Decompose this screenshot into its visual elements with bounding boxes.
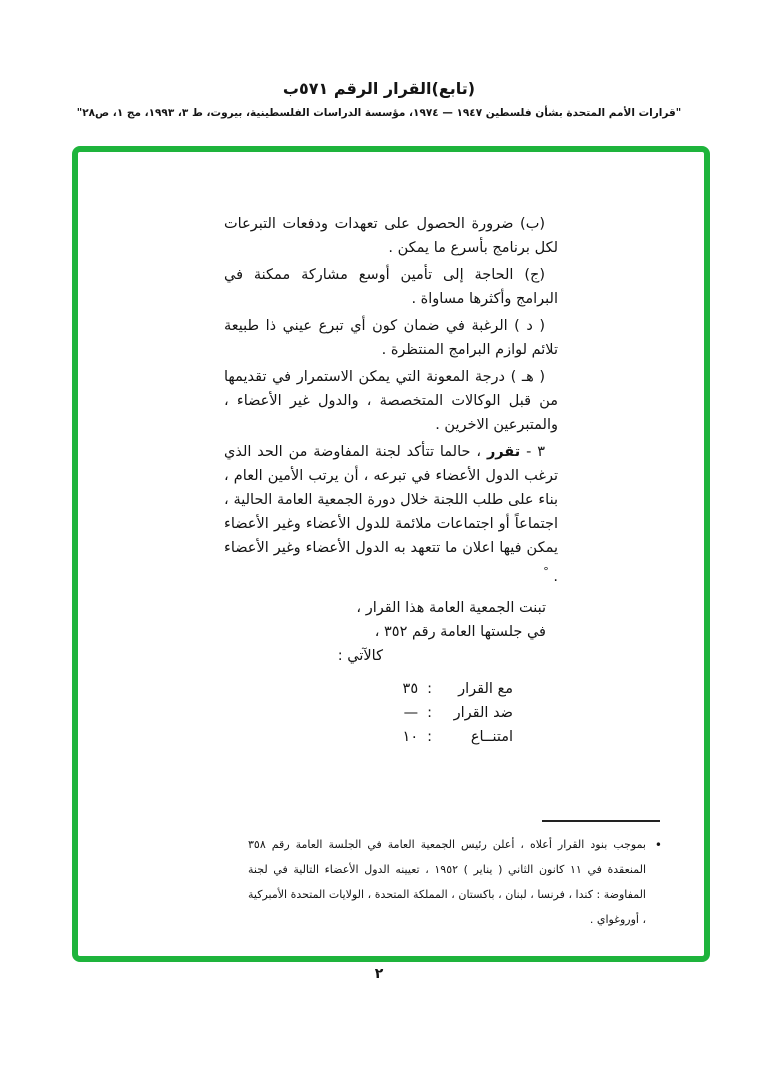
footnote-block — [248, 832, 662, 932]
adoption-line: كالآتي : — [337, 647, 383, 664]
clause-number: ٣ - — [520, 444, 545, 460]
vote-label: امتنــاع — [470, 728, 513, 745]
source-citation-line: "قرارات الأمم المتحدة بشأن فلسطين ١٩٤٧ — ١٩٧٤، مؤسسة الدراسات الفلسطينية، بيروت، ط ٣، ١٩٩٣، مج ١، ص٢٨" — [76, 107, 682, 119]
green-highlight-frame — [72, 146, 710, 962]
vote-value: — — [403, 704, 419, 721]
clause-verb: تقرر — [486, 444, 521, 460]
paragraph-b: (ب) ضرورة الحصول على تعهدات ودفعات التبرعات لكل برنامج بأسرع ما يمكن . — [224, 216, 558, 256]
vote-row-abstain — [224, 725, 513, 749]
clause-text: ، حالما تتأكد لجنة المفاوضة من الحد الذي ترغب الدول الأعضاء في تبرعه ، أن يرتب الأمين العام ، بناء على طلب اللجنة خلال دورة الجمعية العامة الحالية ، اجتماعاً أو اجتماعات ملائمة للدول الأعضاء وغير الأعضاء يمكن فيها اعلان ما تتعهد به الدول الأعضاء وغير الأعضاء . — [224, 444, 558, 585]
paragraph-j: (ج) الحاجة إلى تأمين أوسع مشاركة ممكنة في البرامج وأكثرها مساواة . — [224, 267, 558, 307]
vote-label: ضد القرار — [453, 704, 513, 721]
vote-value: ١٠ — [402, 728, 419, 745]
clause-3 — [224, 440, 558, 589]
vote-colon: : — [427, 728, 432, 745]
adoption-line: في جلستها العامة رقم ٣٥٢ ، — [374, 623, 546, 640]
vote-row-for — [224, 677, 513, 701]
page-number: ٢ — [374, 966, 384, 982]
adoption-statement — [224, 596, 558, 668]
paragraph-h: ( هـ ) درجة المعونة التي يمكن الاستمرار في تقديمها من قبل الوكالات المتخصصة ، والدول غير الأعضاء ، والمتبرعين الاخرين . — [224, 369, 558, 433]
footnote-separator-line — [542, 820, 660, 822]
adoption-line: تبنت الجمعية العامة هذا القرار ، — [356, 599, 546, 616]
footnote-bullet-marker: • — [654, 838, 662, 852]
vote-result-block — [224, 677, 558, 749]
paragraph-d: ( د ) الرغبة في ضمان كون أي تبرع عيني ذا طبيعة تلائم لوازم البرامج المنتظرة . — [224, 318, 558, 358]
resolution-body-text — [224, 212, 558, 749]
vote-colon: : — [427, 704, 432, 721]
vote-value: ٣٥ — [402, 680, 419, 697]
vote-label: مع القرار — [458, 680, 513, 697]
footnote-reference-mark: ° — [543, 565, 549, 578]
vote-colon: : — [427, 680, 432, 697]
resolution-title: (تابع)القرار الرقم ٥٧١ب — [282, 79, 476, 98]
footnote-text: بموجب بنود القرار أعلاه ، أعلن رئيس الجمعية العامة في الجلسة العامة رقم ٣٥٨ المنعقدة في ١١ كانون الثاني ( يناير ) ١٩٥٢ ، تعيينه الدول الأعضاء التالية في لجنة المفاوضة : كندا ، فرنسا ، لبنان ، باكستان ، المملكة المتحدة ، الولايات المتحدة الأمبركية ، أوروغواي . — [248, 838, 646, 926]
vote-row-against — [224, 701, 513, 725]
